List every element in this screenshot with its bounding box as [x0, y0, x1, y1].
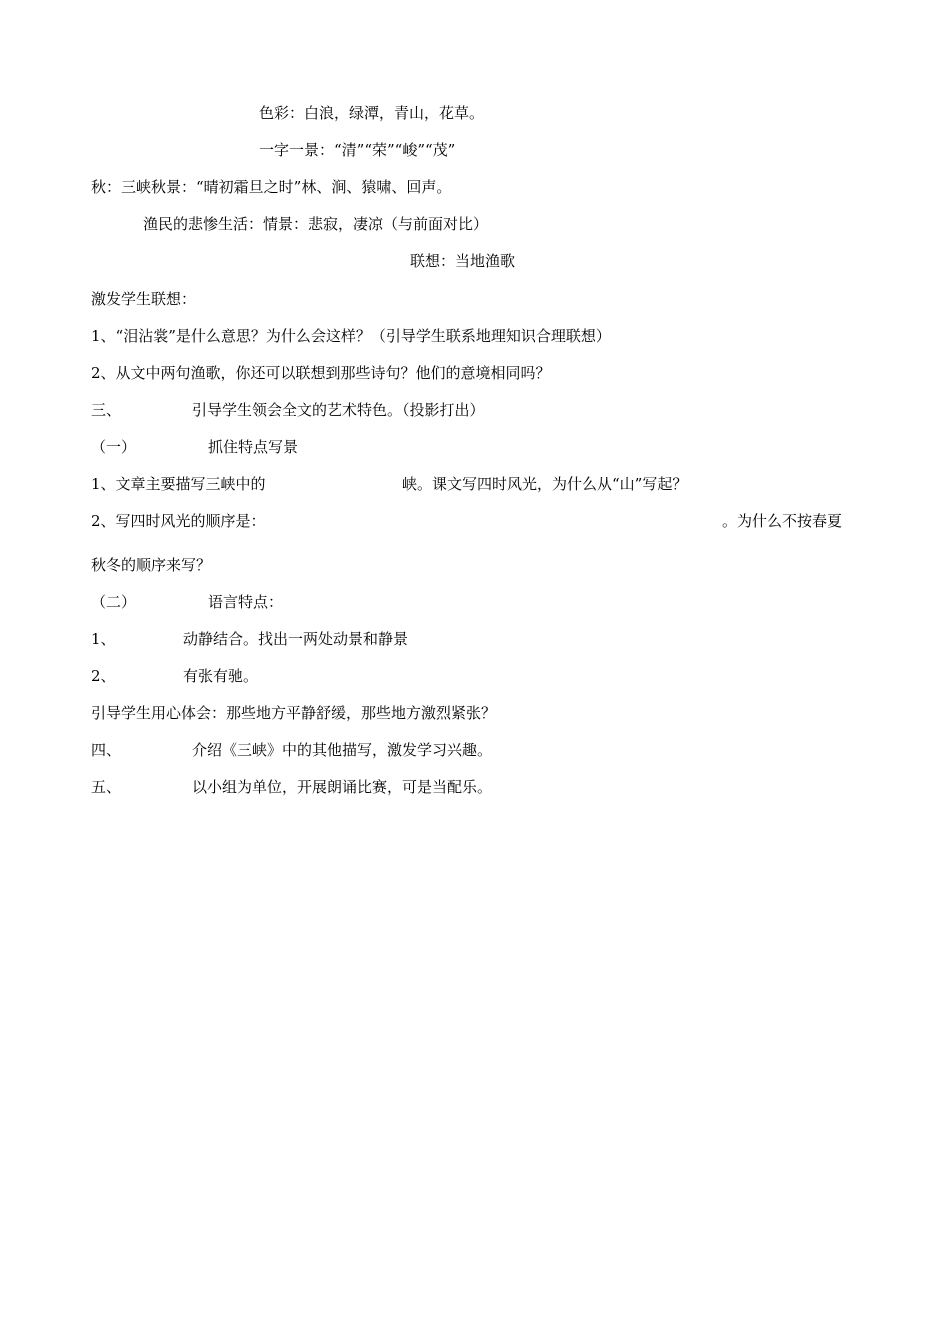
section-3-number: 三、 [91, 401, 122, 419]
item-2-start: 2、写四时风光的顺序是： [91, 512, 266, 530]
subsection-1-text: 抓住特点写景 [208, 438, 299, 456]
language-point-2-text: 有张有驰。 [183, 667, 259, 685]
language-point-2-number: 2、 [91, 667, 116, 685]
item-1 [91, 474, 851, 494]
language-point-1 [91, 629, 591, 649]
guide-line: 引导学生用心体会：那些地方平静舒缓，那些地方激烈紧张？ [91, 704, 497, 722]
item-2 [91, 511, 871, 531]
item-1-end: 峡。课文写四时风光，为什么从“山”写起？ [402, 475, 688, 493]
autumn-line: 秋：三峡秋景：“晴初霜旦之时”林、涧、猿啸、回声。 [91, 178, 452, 196]
inspire-heading: 激发学生联想： [91, 290, 197, 308]
one-word-scene-line: 一字一景：“清”“荣”“峻”“茂” [259, 141, 456, 159]
section-4 [91, 740, 691, 760]
section-5-text: 以小组为单位，开展朗诵比赛，可是当配乐。 [192, 778, 493, 796]
section-4-text: 介绍《三峡》中的其他描写，激发学习兴趣。 [192, 741, 493, 759]
subsection-1-number: （一） [91, 438, 137, 456]
item-2-end: 。为什么不按春夏 [722, 512, 843, 530]
section-3-text: 引导学生领会全文的艺术特色。（投影打出） [192, 401, 485, 419]
language-point-1-text: 动静结合。找出一两处动景和静景 [183, 630, 409, 648]
subsection-2-text: 语言特点： [208, 593, 284, 611]
language-point-2 [91, 666, 491, 686]
association-line: 联想：当地渔歌 [410, 252, 516, 270]
question-2: 2、从文中两句渔歌，你还可以联想到那些诗句？他们的意境相同吗？ [91, 364, 551, 382]
language-point-1-number: 1、 [91, 630, 116, 648]
subsection-1 [91, 437, 491, 457]
colors-line: 色彩：白浪，绿潭，青山，花草。 [259, 104, 485, 122]
section-5 [91, 777, 691, 797]
item-1-start: 1、文章主要描写三峡中的 [91, 475, 266, 493]
section-4-number: 四、 [91, 741, 122, 759]
question-1: 1、“泪沾裳”是什么意思？为什么会这样？（引导学生联系地理知识合理联想） [91, 327, 611, 345]
item-2-continuation: 秋冬的顺序来写？ [91, 556, 212, 574]
section-3 [91, 400, 691, 420]
section-5-number: 五、 [91, 778, 122, 796]
subsection-2 [91, 592, 491, 612]
subsection-2-number: （二） [91, 593, 137, 611]
fisher-life-line: 渔民的悲惨生活：情景：悲寂，凄凉（与前面对比） [143, 215, 489, 233]
